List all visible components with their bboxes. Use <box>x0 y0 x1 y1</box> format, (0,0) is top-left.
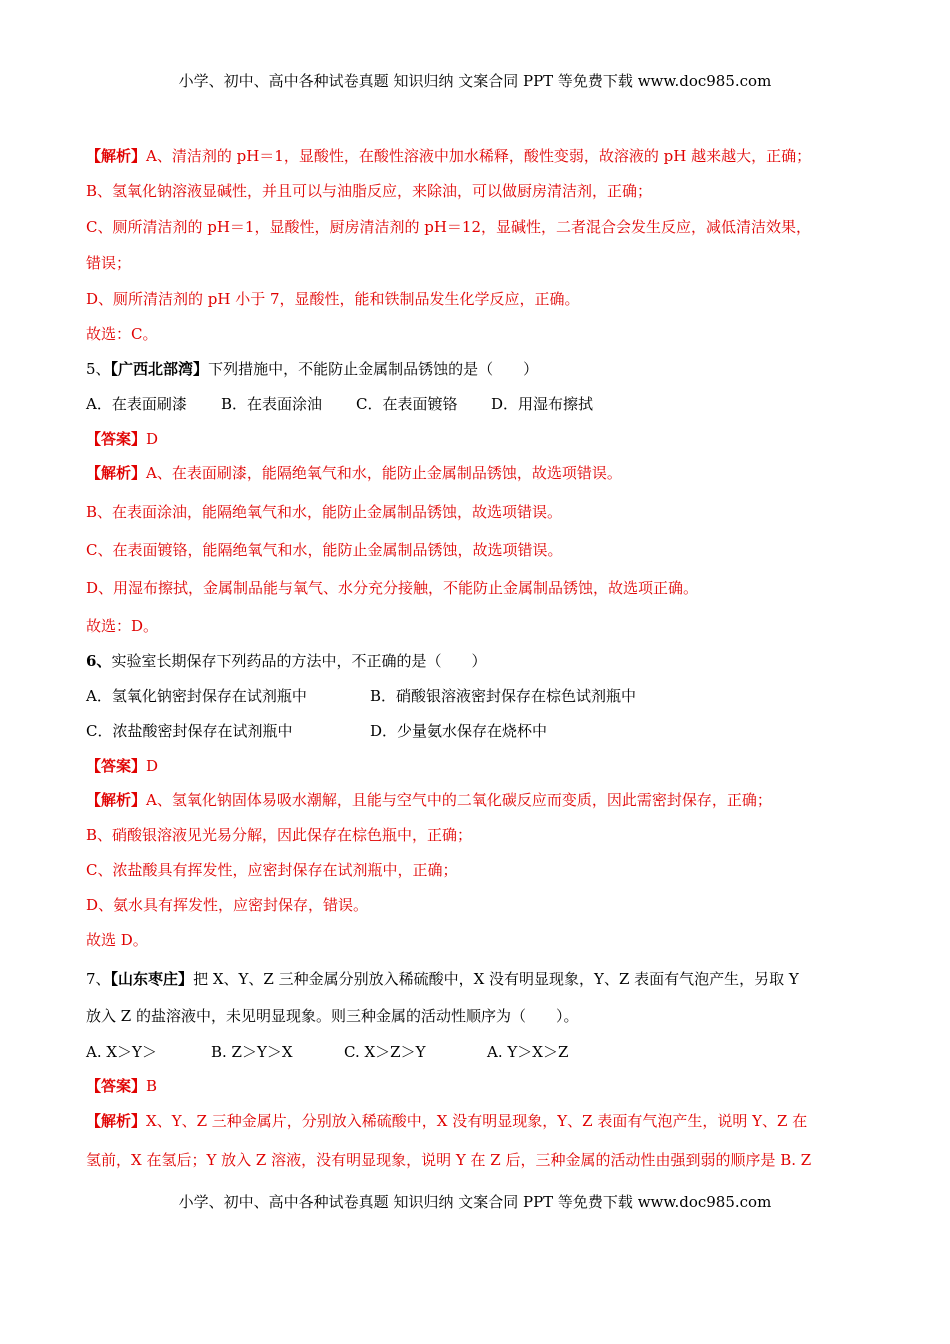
q5-answer-tag: 【答案】 <box>86 430 147 448</box>
q5-conclusion: 故选：D。 <box>86 617 159 635</box>
q6-options-row-2 <box>86 721 876 741</box>
q5-stem: 下列措施中，不能防止金属制品锈蚀的是（ ） <box>208 360 539 378</box>
page-header: 小学、初中、高中各种试卷真题 知识归纳 文案合同 PPT 等免费下载 www.doc985.com <box>178 72 772 90</box>
q6-analysis-line-b: B、硝酸银溶液见光易分解，因此保存在棕色瓶中，正确； <box>86 826 473 844</box>
q5-answer-value: D <box>146 430 159 448</box>
q6-option-b: B．硝酸银溶液密封保存在棕色试剂瓶中 <box>370 687 637 705</box>
q6-number: 6、 <box>86 652 112 670</box>
q5-number: 5、 <box>86 360 111 378</box>
q5-option-a: A．在表面刷漆 <box>86 395 187 413</box>
q5-answer <box>86 429 876 449</box>
q5-source: 【广西北部湾】 <box>110 360 209 378</box>
q7-number: 7、 <box>86 970 111 988</box>
q6-question <box>86 651 876 671</box>
q4-analysis-line-b: B、氢氧化钠溶液显碱性，并且可以与油脂反应，来除油，可以做厨房清洁剂，正确； <box>86 182 653 200</box>
q5-option-d: D．用湿布擦拭 <box>491 395 594 413</box>
q7-option-b: B. Z＞Y＞X <box>211 1043 293 1061</box>
q6-analysis-text-a: A、氢氧化钠固体易吸水潮解，且能与空气中的二氧化碳反应而变质，因此需密封保存，正确； <box>146 791 772 809</box>
q7-analysis-line-2: 氢前，X 在氢后；Y 放入 Z 溶液，没有明显现象，说明 Y 在 Z 后，三种金属的活动性由强到弱的顺序是 B. Z <box>86 1151 812 1169</box>
q7-option-c: C. X＞Z＞Y <box>344 1043 426 1061</box>
q6-answer <box>86 756 876 776</box>
q7-answer-tag: 【答案】 <box>86 1077 147 1095</box>
q4-analysis-line-d: D、厕所清洁剂的 pH 小于 7，显酸性，能和铁制品发生化学反应，正确。 <box>86 290 580 308</box>
q6-conclusion: 故选 D。 <box>86 931 148 949</box>
q5-analysis-line-d: D、用湿布擦拭，金属制品能与氧气、水分充分接触，不能防止金属制品锈蚀，故选项正确。 <box>86 579 699 597</box>
q7-answer <box>86 1076 876 1096</box>
q7-options <box>86 1042 876 1062</box>
q6-answer-value: D <box>146 757 159 775</box>
q7-analysis-text-1: X、Y、Z 三种金属片，分别放入稀硫酸中，X 没有明显现象，Y、Z 表面有气泡产生，说明 Y、Z 在 <box>146 1112 808 1130</box>
q7-option-d: A. Y＞X＞Z <box>487 1043 569 1061</box>
q6-analysis-tag: 【解析】 <box>86 791 147 809</box>
q5-analysis-tag: 【解析】 <box>86 464 147 482</box>
q6-option-a: A．氢氧化钠密封保存在试剂瓶中 <box>86 687 307 705</box>
q7-question-line-1 <box>86 969 876 989</box>
q6-analysis-line-c: C、浓盐酸具有挥发性，应密封保存在试剂瓶中，正确； <box>86 861 458 879</box>
q6-analysis-line-d: D、氨水具有挥发性，应密封保存，错误。 <box>86 896 369 914</box>
q4-analysis-line-c: C、厕所清洁剂的 pH＝1，显酸性，厨房清洁剂的 pH＝12，显碱性，二者混合会发生反应，减低清洁效果， <box>86 218 812 236</box>
q4-analysis-line-c-cont: 错误； <box>86 254 132 272</box>
q6-stem: 实验室长期保存下列药品的方法中，不正确的是（ ） <box>111 652 487 670</box>
q5-analysis-line-b: B、在表面涂油，能隔绝氧气和水，能防止金属制品锈蚀，故选项错误。 <box>86 503 563 521</box>
q4-analysis-text-a: A、清洁剂的 pH＝1，显酸性，在酸性溶液中加水稀释，酸性变弱，故溶液的 pH 越来越大，正确； <box>146 147 812 165</box>
q6-options-row-1 <box>86 686 876 706</box>
q7-question-line-2: 放入 Z 的盐溶液中，未见明显现象。则三种金属的活动性顺序为（ ）。 <box>86 1007 579 1025</box>
q5-option-c: C．在表面镀铬 <box>356 395 458 413</box>
q6-option-c: C．浓盐酸密封保存在试剂瓶中 <box>86 722 293 740</box>
q6-answer-tag: 【答案】 <box>86 757 147 775</box>
q6-analysis-line-a <box>86 790 876 810</box>
page-footer: 小学、初中、高中各种试卷真题 知识归纳 文案合同 PPT 等免费下载 www.doc985.com <box>178 1193 772 1211</box>
q4-analysis-line-a <box>86 146 876 166</box>
q5-analysis-line-c: C、在表面镀铬，能隔绝氧气和水，能防止金属制品锈蚀，故选项错误。 <box>86 541 563 559</box>
q5-analysis-text-a: A、在表面刷漆，能隔绝氧气和水，能防止金属制品锈蚀，故选项错误。 <box>146 464 622 482</box>
q4-conclusion: 故选：C。 <box>86 325 158 343</box>
q5-options <box>86 394 876 414</box>
q4-analysis-tag: 【解析】 <box>86 147 147 165</box>
q5-analysis-line-a <box>86 463 876 483</box>
q7-option-a: A. X＞Y＞ <box>86 1043 157 1061</box>
q7-analysis-tag: 【解析】 <box>86 1112 147 1130</box>
q7-analysis-line-1 <box>86 1111 876 1131</box>
q5-option-b: B．在表面涂油 <box>221 395 323 413</box>
q5-question <box>86 359 876 379</box>
q7-stem-1: 把 X、Y、Z 三种金属分别放入稀硫酸中，X 没有明显现象，Y、Z 表面有气泡产生，另取 Y <box>193 970 799 988</box>
q7-answer-value: B <box>146 1077 158 1095</box>
q6-option-d: D．少量氨水保存在烧杯中 <box>370 722 548 740</box>
q7-source: 【山东枣庄】 <box>110 970 194 988</box>
